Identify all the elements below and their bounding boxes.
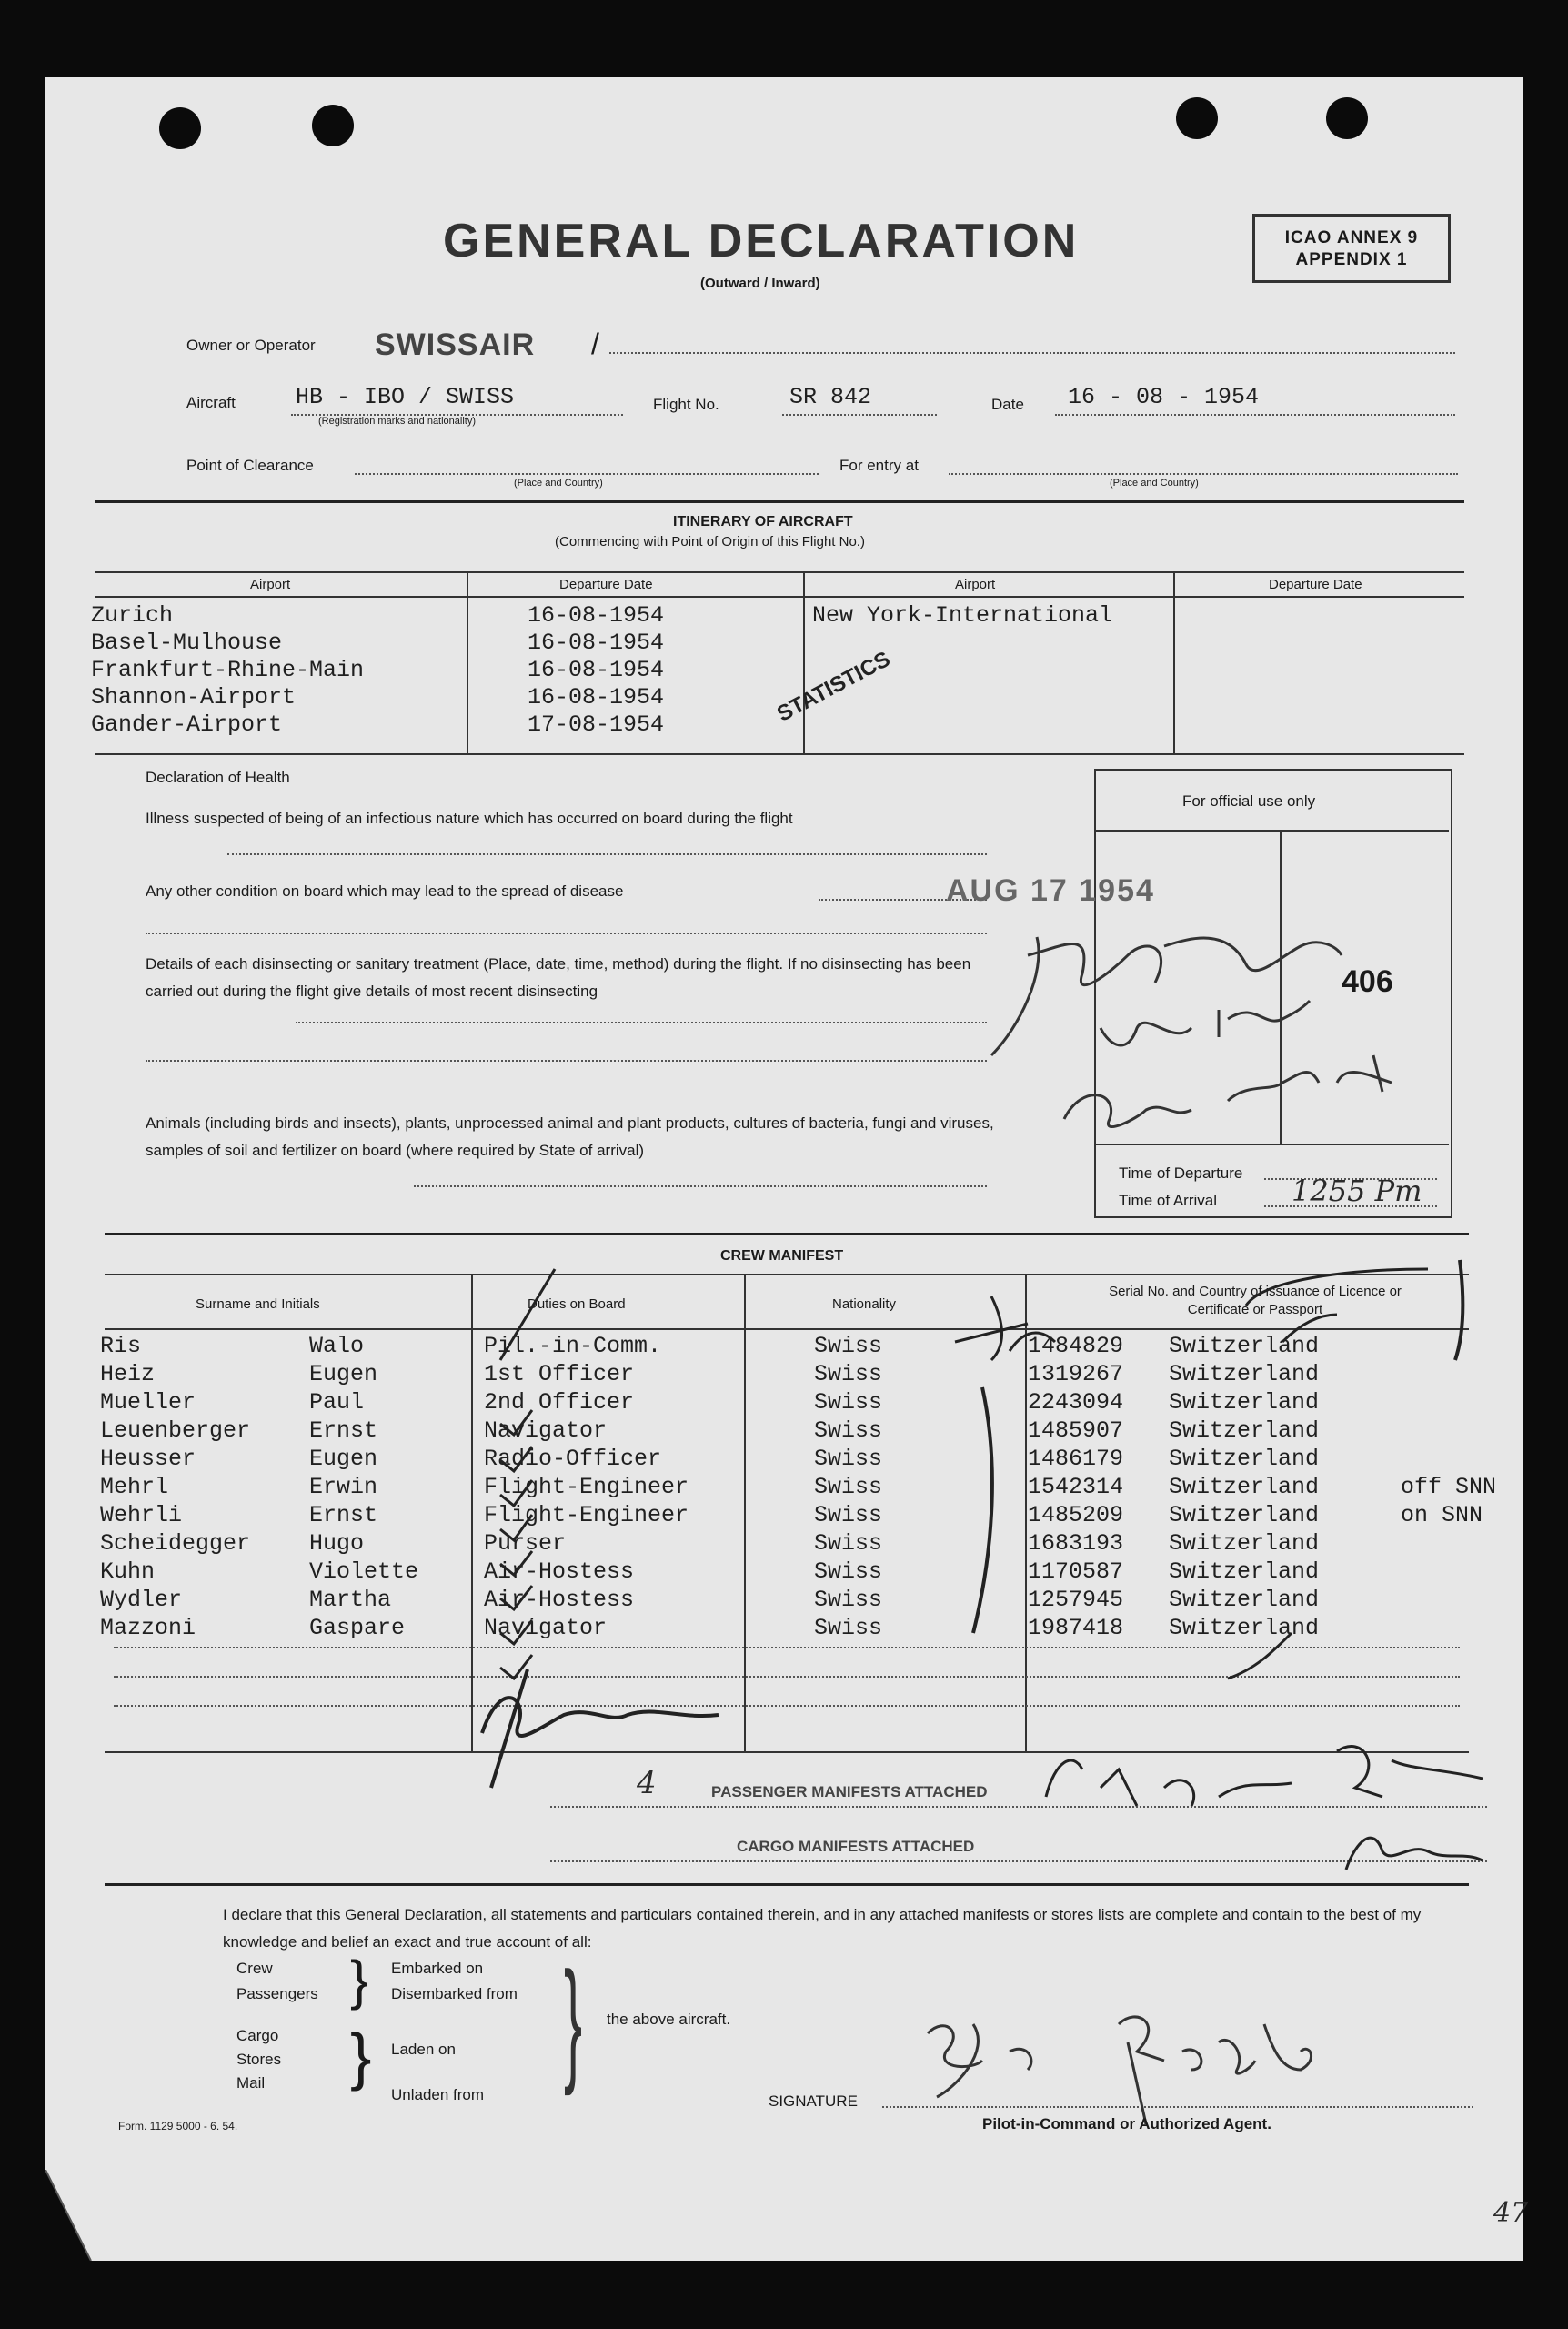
crew-serial: 1485907 xyxy=(1028,1417,1124,1444)
arrival-time-value: 1255 Pm xyxy=(1292,1174,1422,1208)
itinerary-table-top xyxy=(95,571,1464,573)
health-q3-line xyxy=(296,1022,987,1023)
owner-slash: / xyxy=(591,328,599,360)
crew-first-name: Walo xyxy=(309,1333,365,1359)
declaration-laden xyxy=(391,2027,484,2118)
declaration-stores: Stores xyxy=(236,2051,282,2068)
itin-header-airport-2: Airport xyxy=(955,577,996,592)
crew-country: Switzerland xyxy=(1169,1417,1320,1444)
crew-surname: Heusser xyxy=(100,1446,196,1472)
owner-label: Owner or Operator xyxy=(186,337,316,354)
declaration-disembarked-from: Disembarked from xyxy=(391,1985,518,2002)
flight-no-line xyxy=(782,414,937,416)
declaration-crew: Crew xyxy=(236,1960,273,1977)
flight-no-label: Flight No. xyxy=(653,396,719,413)
entry-sublabel: (Place and Country) xyxy=(1110,478,1199,489)
aircraft-label: Aircraft xyxy=(186,394,236,411)
clearance-label: Point of Clearance xyxy=(186,457,314,474)
crew-duty: 2nd Officer xyxy=(484,1389,635,1416)
crew-serial: 1683193 xyxy=(1028,1530,1124,1557)
crew-country: Switzerland xyxy=(1169,1389,1320,1416)
health-title: Declaration of Health xyxy=(146,769,290,786)
crew-surname: Mueller xyxy=(100,1389,196,1416)
crew-country: Switzerland xyxy=(1169,1615,1320,1641)
declaration-cargo-stores-mail xyxy=(236,2024,281,2095)
itin-airport: Gander-Airport xyxy=(91,711,283,738)
crew-first-name: Martha xyxy=(309,1587,392,1613)
page-number: 47 xyxy=(1493,2197,1529,2229)
owner-line xyxy=(609,352,1455,354)
crew-first-name: Erwin xyxy=(309,1474,378,1500)
brace: } xyxy=(350,1950,369,2011)
crew-surname: Wehrli xyxy=(100,1502,183,1528)
crew-country: Switzerland xyxy=(1169,1361,1320,1387)
health-q4: Animals (including birds and insects), plants, unprocessed animal and plant products, cultures of bacteria, fungi and viruses, samples of soil and fertilizer on board (where required by State of arrival) xyxy=(146,1114,994,1159)
declaration-cargo: Cargo xyxy=(236,2027,279,2044)
date-value: 16 - 08 - 1954 xyxy=(1068,384,1260,410)
crew-serial: 1319267 xyxy=(1028,1361,1124,1387)
crew-duty: Navigator xyxy=(484,1417,608,1444)
aircraft-sublabel: (Registration marks and nationality) xyxy=(318,416,477,427)
crew-first-name: Gaspare xyxy=(309,1615,406,1641)
passenger-manifest-count: 4 xyxy=(637,1765,657,1801)
itin-airport: Frankfurt-Rhine-Main xyxy=(91,657,365,683)
declaration-mail: Mail xyxy=(236,2074,266,2092)
divider xyxy=(95,500,1464,503)
crew-country: Switzerland xyxy=(1169,1587,1320,1613)
itin-header-date: Departure Date xyxy=(559,577,653,592)
crew-country: Switzerland xyxy=(1169,1558,1320,1585)
owner-value: SWISSAIR xyxy=(375,328,536,362)
crew-serial: 2243094 xyxy=(1028,1389,1124,1416)
crew-nationality: Swiss xyxy=(814,1530,883,1557)
itin-airport: Basel-Mulhouse xyxy=(91,630,283,656)
crew-country: Switzerland xyxy=(1169,1446,1320,1472)
icao-box xyxy=(1252,214,1451,283)
crew-country: Switzerland xyxy=(1169,1530,1320,1557)
crew-header-serial: Serial No. and Country of issuance of Licence or Certificate or Passport xyxy=(1109,1284,1402,1317)
health-q3: Details of each disinsecting or sanitary treatment (Place, date, time, method) during the flight. If no disinsecting has been carried out during the flight give details of most recent disinsecting xyxy=(146,955,971,1000)
statistics-stamp: STATISTICS xyxy=(773,646,895,727)
itinerary-subtitle: (Commencing with Point of Origin of this Flight No.) xyxy=(555,534,865,549)
itin-header-date-2: Departure Date xyxy=(1269,577,1362,592)
declaration-tail: the above aircraft. xyxy=(607,2011,731,2028)
signature-caption: Pilot-in-Command or Authorized Agent. xyxy=(982,2115,1271,2132)
crew-first-name: Hugo xyxy=(309,1530,365,1557)
official-number: 406 xyxy=(1342,964,1393,999)
itin-date: 17-08-1954 xyxy=(528,711,665,738)
crew-nationality: Swiss xyxy=(814,1558,883,1585)
signature-label: SIGNATURE xyxy=(769,2092,858,2110)
crew-serial: 1987418 xyxy=(1028,1615,1124,1641)
official-box-rule xyxy=(1094,830,1449,832)
icao-line-2: APPENDIX 1 xyxy=(1295,250,1408,269)
itin-airport: Zurich xyxy=(91,602,174,629)
crew-serial: 1484829 xyxy=(1028,1333,1124,1359)
received-date-stamp: AUG 17 1954 xyxy=(946,873,1155,908)
crew-nationality: Swiss xyxy=(814,1389,883,1416)
passenger-manifests-label: PASSENGER MANIFESTS ATTACHED xyxy=(711,1783,988,1800)
health-line xyxy=(146,933,987,934)
crew-note: on SNN xyxy=(1401,1502,1483,1528)
itinerary-header-rule xyxy=(95,596,1464,598)
crew-header-nationality: Nationality xyxy=(832,1296,897,1312)
itinerary-table-bottom xyxy=(95,753,1464,755)
itin-col-rule xyxy=(467,571,468,753)
declaration-crew-passengers xyxy=(236,1956,318,2007)
date-line xyxy=(1055,414,1455,416)
crew-duty: Purser xyxy=(484,1530,567,1557)
entry-line xyxy=(949,473,1458,475)
page-subtitle: (Outward / Inward) xyxy=(700,276,820,291)
itin-header-airport: Airport xyxy=(250,577,291,592)
crew-duty: Flight-Engineer xyxy=(484,1474,689,1500)
crew-duty: Flight-Engineer xyxy=(484,1502,689,1528)
declaration-embarked-on: Embarked on xyxy=(391,1960,484,1977)
health-q1-line xyxy=(227,853,987,855)
crew-serial: 1170587 xyxy=(1028,1558,1124,1585)
crew-serial: 1486179 xyxy=(1028,1446,1124,1472)
crew-serial: 1257945 xyxy=(1028,1587,1124,1613)
itin-airport: Shannon-Airport xyxy=(91,684,297,711)
itinerary-title: ITINERARY OF AIRCRAFT xyxy=(673,514,853,529)
punch-hole xyxy=(312,105,354,146)
punch-hole xyxy=(159,107,201,149)
crew-country: Switzerland xyxy=(1169,1333,1320,1359)
crew-surname: Leuenberger xyxy=(100,1417,251,1444)
crew-nationality: Swiss xyxy=(814,1474,883,1500)
crew-manifest-title: CREW MANIFEST xyxy=(720,1248,844,1264)
entry-label: For entry at xyxy=(839,457,919,474)
itin-date: 16-08-1954 xyxy=(528,602,665,629)
crew-note: off SNN xyxy=(1401,1474,1497,1500)
flight-no-value: SR 842 xyxy=(789,384,872,410)
crew-header-name: Surname and Initials xyxy=(196,1296,320,1312)
declaration-embark xyxy=(391,1956,518,2007)
itin-date: 16-08-1954 xyxy=(528,657,665,683)
page-title: GENERAL DECLARATION xyxy=(443,215,1080,267)
itin-date: 16-08-1954 xyxy=(528,684,665,711)
brace-large: } xyxy=(564,1943,583,2096)
crew-nationality: Swiss xyxy=(814,1333,883,1359)
crew-surname: Scheidegger xyxy=(100,1530,251,1557)
punch-hole xyxy=(1176,97,1218,139)
departure-time-label: Time of Departure xyxy=(1119,1164,1243,1182)
crew-country: Switzerland xyxy=(1169,1474,1320,1500)
health-q1: Illness suspected of being of an infectious nature which has occurred on board during the flight xyxy=(146,810,793,827)
declaration-passengers: Passengers xyxy=(236,1985,318,2002)
folded-corner xyxy=(45,2170,155,2261)
health-q4-line xyxy=(414,1185,987,1187)
crew-duty: Air-Hostess xyxy=(484,1587,635,1613)
crew-header-duties: Duties on Board xyxy=(528,1296,626,1312)
official-handwriting xyxy=(955,846,1464,1237)
crew-duty: Radio-Officer xyxy=(484,1446,662,1472)
crew-first-name: Ernst xyxy=(309,1502,378,1528)
itin-col-rule xyxy=(803,571,805,753)
crew-duty: Air-Hostess xyxy=(484,1558,635,1585)
crew-first-name: Paul xyxy=(309,1389,365,1416)
form-number: Form. 1129 5000 - 6. 54. xyxy=(118,2120,238,2132)
crew-duty: 1st Officer xyxy=(484,1361,635,1387)
punch-hole xyxy=(1326,97,1368,139)
itin-airport-destination: New York-International xyxy=(812,602,1113,629)
crew-duty: Pil.-in-Comm. xyxy=(484,1333,662,1359)
declaration-text: I declare that this General Declaration, all statements and particulars contained therein, and in any attached manifests or stores lists are complete and contain to the best of my knowledge and belief an exact and true account of all: xyxy=(223,1906,1422,1951)
crew-surname: Ris xyxy=(100,1333,142,1359)
crew-nationality: Swiss xyxy=(814,1502,883,1528)
divider xyxy=(105,1233,1469,1235)
official-use-title: For official use only xyxy=(1182,792,1316,810)
crew-surname: Wydler xyxy=(100,1587,183,1613)
declaration-unladen-from: Unladen from xyxy=(391,2086,485,2103)
crew-first-name: Violette xyxy=(309,1558,419,1585)
crew-first-name: Ernst xyxy=(309,1417,378,1444)
pilot-signature xyxy=(846,1970,1410,2133)
crew-serial: 1485209 xyxy=(1028,1502,1124,1528)
crew-surname: Kuhn xyxy=(100,1558,156,1585)
crew-duty: Navigator xyxy=(484,1615,608,1641)
date-label: Date xyxy=(991,396,1024,413)
brace: } xyxy=(350,2021,372,2092)
manifest-handwriting xyxy=(955,1715,1501,1879)
document-sheet xyxy=(45,77,1529,2261)
itin-date: 16-08-1954 xyxy=(528,630,665,656)
clearance-line xyxy=(355,473,819,475)
declaration-laden-on: Laden on xyxy=(391,2041,456,2058)
itin-col-rule xyxy=(1173,571,1175,753)
divider xyxy=(105,1883,1469,1886)
crew-nationality: Swiss xyxy=(814,1587,883,1613)
arrival-time-label: Time of Arrival xyxy=(1119,1192,1218,1209)
icao-line-1: ICAO ANNEX 9 xyxy=(1284,228,1419,247)
crew-nationality: Swiss xyxy=(814,1417,883,1444)
crew-first-name: Eugen xyxy=(309,1361,378,1387)
crew-surname: Heiz xyxy=(100,1361,156,1387)
crew-nationality: Swiss xyxy=(814,1361,883,1387)
crew-first-name: Eugen xyxy=(309,1446,378,1472)
crew-country: Switzerland xyxy=(1169,1502,1320,1528)
crew-surname: Mazzoni xyxy=(100,1615,196,1641)
health-line xyxy=(146,1060,987,1062)
cargo-manifests-label: CARGO MANIFESTS ATTACHED xyxy=(737,1838,975,1855)
clearance-sublabel: (Place and Country) xyxy=(514,478,603,489)
health-q2: Any other condition on board which may lead to the spread of disease xyxy=(146,882,624,900)
crew-surname: Mehrl xyxy=(100,1474,169,1500)
crew-nationality: Swiss xyxy=(814,1615,883,1641)
crew-nationality: Swiss xyxy=(814,1446,883,1472)
aircraft-value: HB - IBO / SWISS xyxy=(296,384,515,410)
crew-serial: 1542314 xyxy=(1028,1474,1124,1500)
